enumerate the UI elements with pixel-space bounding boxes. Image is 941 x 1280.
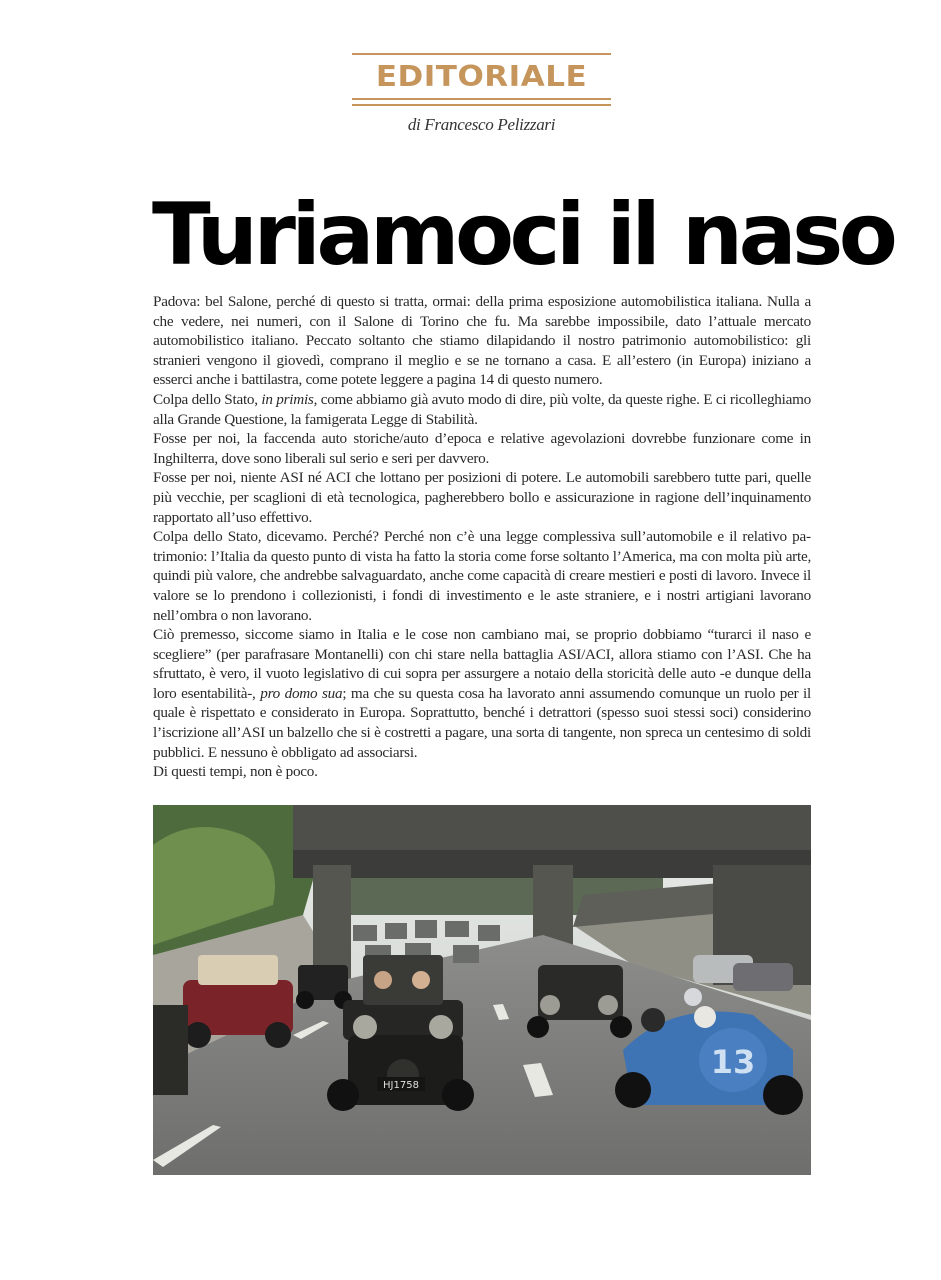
editorial-masthead — [352, 53, 611, 106]
paragraph: Colpa dello Stato, in primis, come abbiamo già avuto modo di dire, più volte, da queste righe. E ci ricolleghiamo alla Grande Questione, la famigerata Legge di Stabilità. — [153, 390, 812, 428]
paragraph: Fosse per noi, la faccenda auto storiche/auto d’epoca e relative agevolazioni dovrebbe funzionare come in Inghilterra, dove sono liberali sul serio e seri per davvero. — [153, 430, 811, 467]
masthead-rule-bottom — [352, 98, 611, 100]
vintage-cars-highway-photo — [153, 805, 811, 1175]
paragraph: Di questi tempi, non è poco. — [153, 763, 318, 781]
paragraph: Padova: bel Salone, perché di questo si tratta, ormai: della prima esposizione automobilistica italiana. Nulla a che vedere, nei numeri, con il Salone di Torino che fu. Ma sarebbe impossibile, dato l’attuale mercato automobilistico italiano. Peccato soltanto che stiamo dilapidando il nostro patrimonio automobilistico: gli stranieri vengono il giovedì, comprano il meglio e se ne tornano a casa. E all’estero (in Europa) iniziano a esserci anche i battilastra, come potete leggere a pagina 14 di questo numero. — [153, 293, 811, 389]
license-plate-left: HJ1758 — [383, 1080, 419, 1091]
paragraph: Ciò premesso, siccome siamo in Italia e le cose non cambiano mai, se proprio dobbiamo “turarci il naso e scegliere” (per parafrasare Montanelli) con chi stare nella battaglia ASI/ACI, allora stiamo con l’ASI. Che ha sfruttato, è vero, il vuoto legislativo di cui sopra per assurgere a notaio della storicità delle auto -e dunque della loro esentabilità-, pro domo sua; ma che su questa cosa ha lavorato anni assumendo comunque un ruolo per il quale è rispettato e considerato in Europa. Soprattutto, benché i detrattori (spesso suoi stessi soci) considerino l’iscrizione all’ASI un balzello che si è costretti a pagare, una sorta di tangente, non spreca un centesimo di soldi pubblici. E nessuno è obbligato ad associarsi. — [153, 626, 811, 761]
byline: di Francesco Pelizzari — [407, 115, 556, 134]
headline: Turiamoci il naso — [152, 185, 894, 285]
masthead-rule-top — [352, 53, 611, 55]
section-label: EDITORIALE — [375, 60, 588, 94]
paragraph: Fosse per noi, niente ASI né ACI che lottano per posizioni di potere. Le automobili sarebbero tutte pari, quelle più vecchie, per scaglioni di età tecnologica, pagherebbero bollo e assicurazione in ragione dell’inquinamento rapportato all’uso effettivo. — [153, 469, 811, 526]
article-body — [153, 292, 811, 782]
race-number: 13 — [710, 1043, 756, 1081]
masthead-rule-bottom-2 — [352, 104, 611, 106]
paragraph: Colpa dello Stato, dicevamo. Perché? Perché non c’è una legge complessiva sull’automobile e il relativo patrimonio: l’Italia da questo punto di vista ha fatto la storia come forse soltanto l’America, ma con molta più arte, quindi più valore, che andrebbe salvaguardato, anche come capacità di creare mestieri e posti di lavoro. Invece il valore se lo prendono i collezionisti, i fondi di investimento e le aste straniere, e i nostri artigiani lavorano nell’ombra o non lavorano. — [153, 528, 811, 624]
photo-illustration — [153, 805, 811, 1175]
